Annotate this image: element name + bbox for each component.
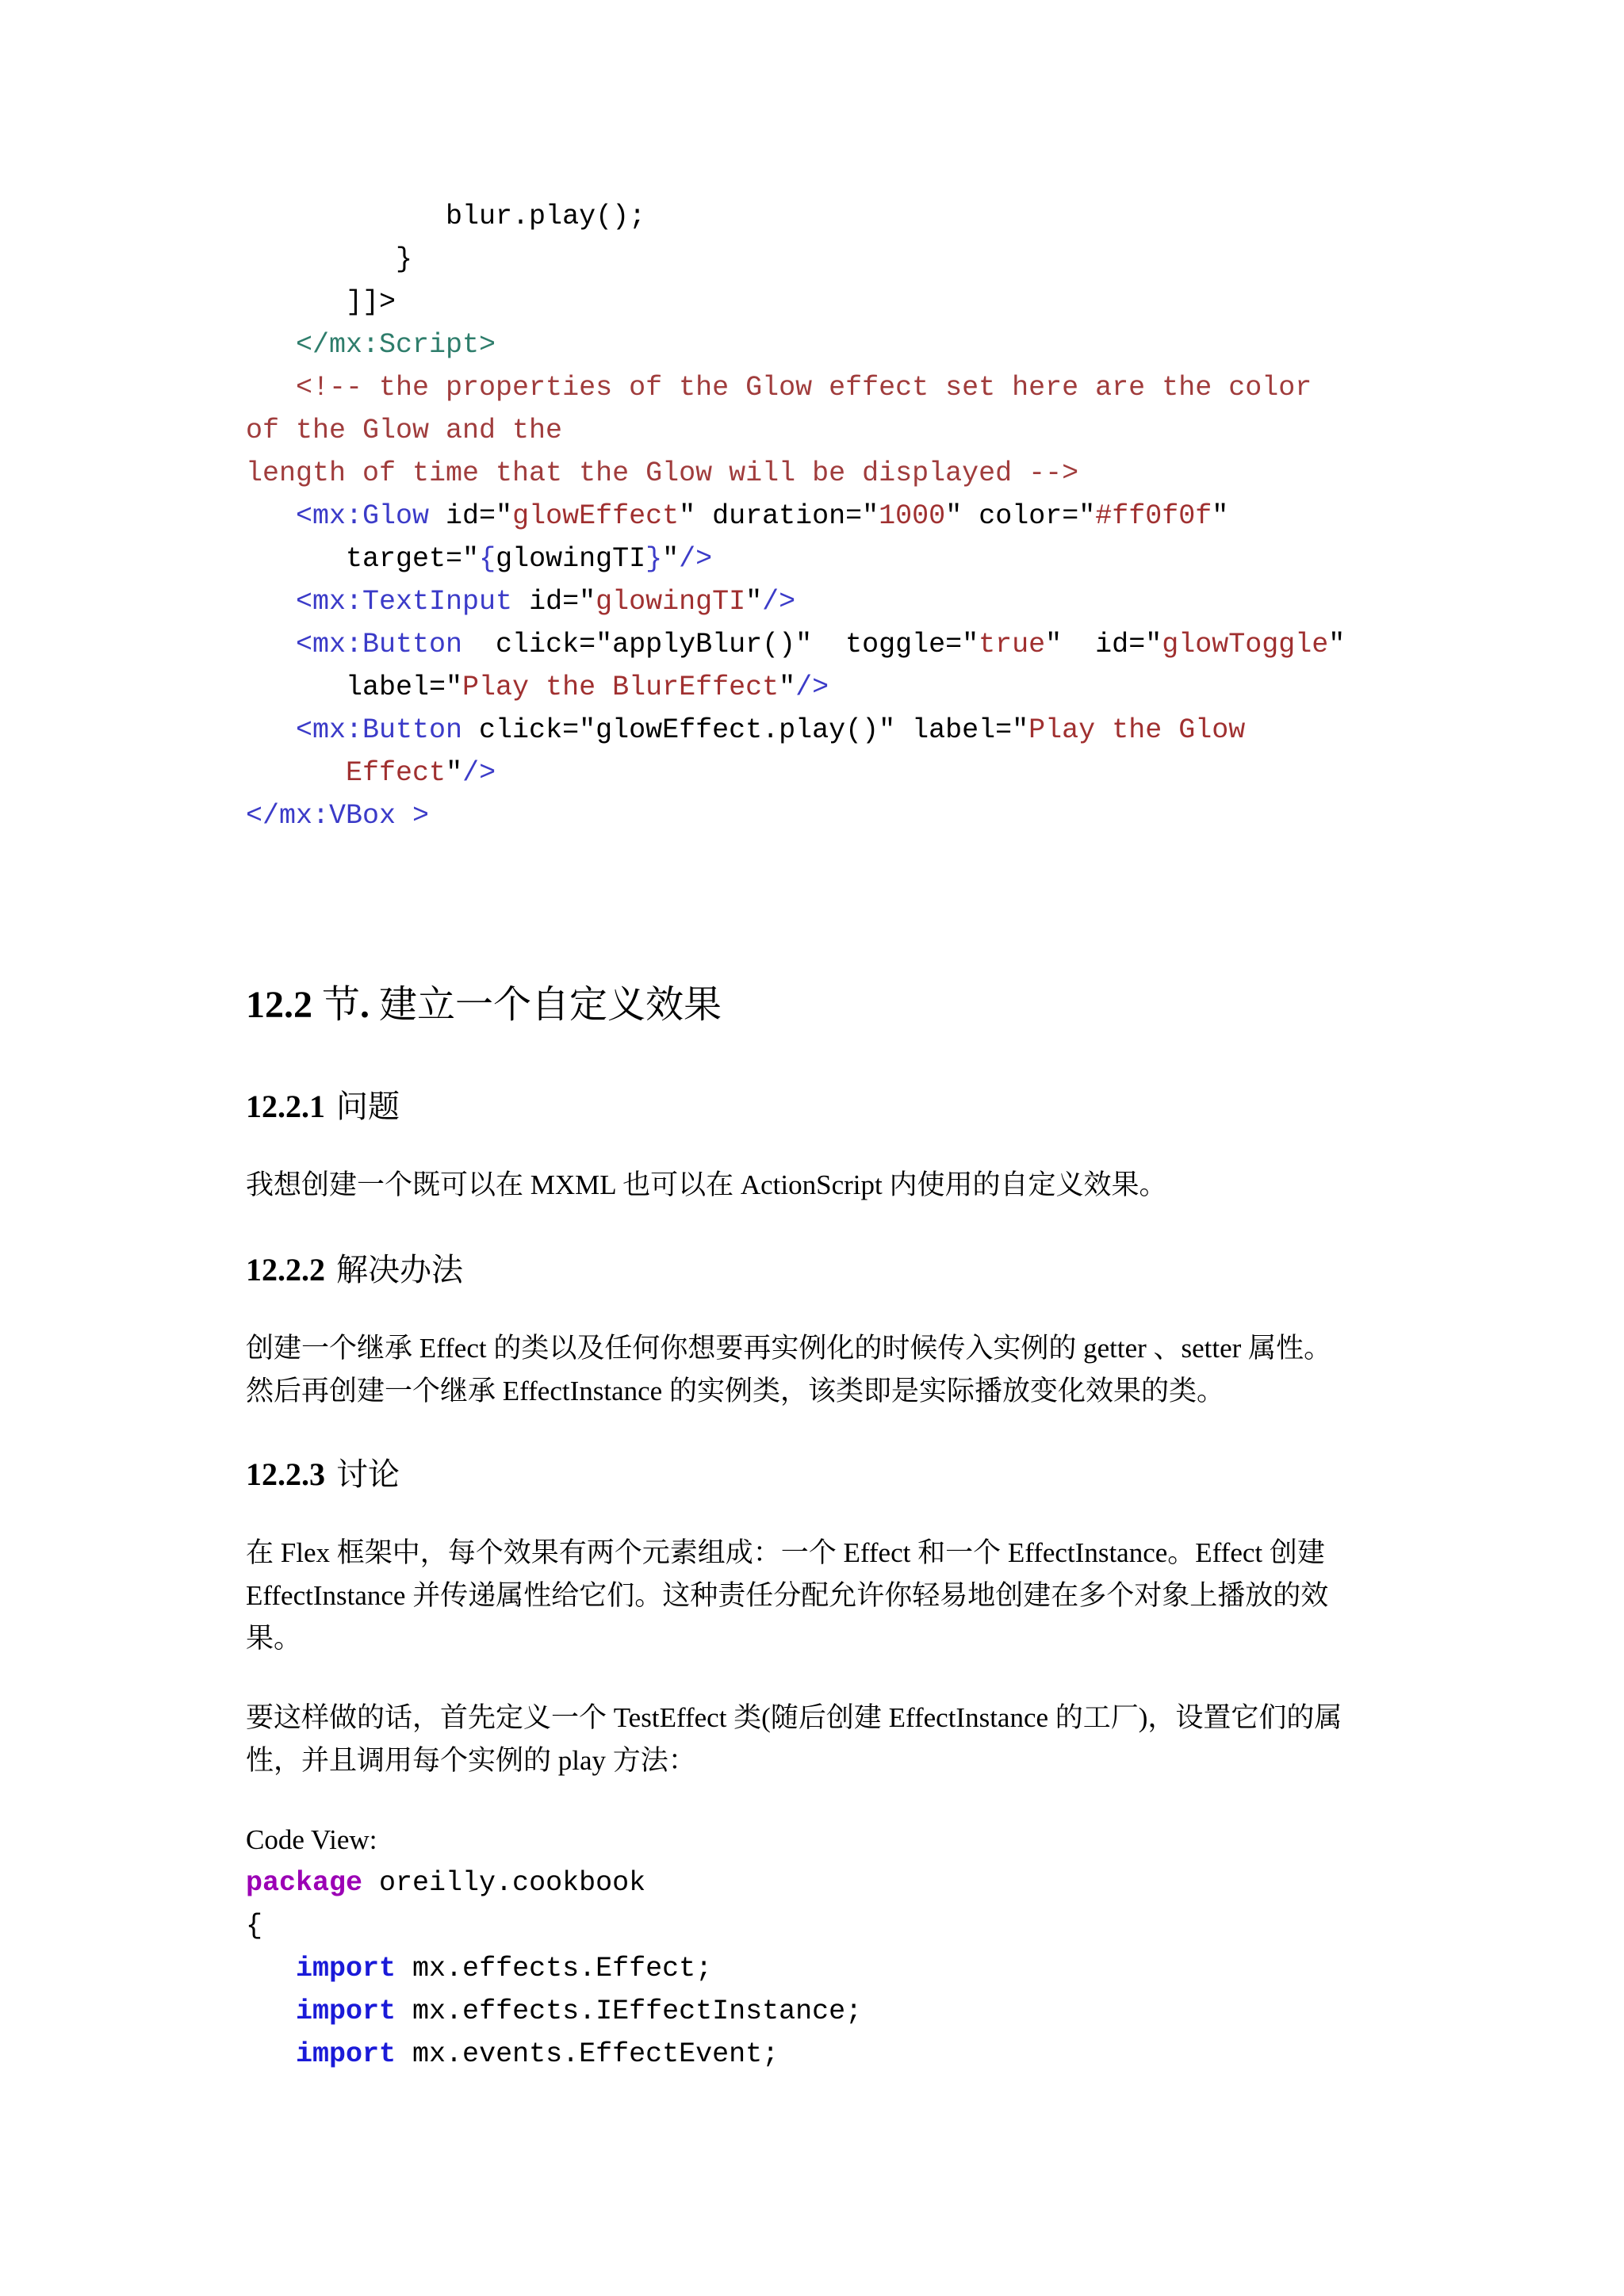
section-title: 建立一个自定义效果 [379,984,722,1026]
section-heading [246,974,722,1028]
code-token: oreilly.cookbook [362,1867,646,1899]
code-token [246,1953,296,1984]
code-token: </mx:VBox > [246,800,430,832]
code-line [246,195,1345,238]
code-token: <!-- the properties of the Glow effect set here are the color [246,372,1312,404]
subsection-number: 12.2.1 [246,1089,325,1124]
code-token [246,1996,296,2027]
code-token: ]]> [246,286,396,318]
code-token: " [1328,629,1346,660]
section-dot: . [360,984,380,1026]
code-line [246,323,1345,366]
text-line: 性，并且调用每个实例的 play 方法： [246,1745,696,1776]
code-token: Play the BlurEffect [462,672,779,703]
subsection-title: 解决办法 [336,1252,463,1288]
code-block-mxml [246,195,1345,837]
code-token: </mx:Script> [246,329,496,361]
code-line [246,1947,862,1990]
code-line [246,580,1345,623]
code-line [246,752,1345,794]
code-token: import [296,1996,396,2027]
code-token: " [446,757,463,789]
code-token: mx.effects.Effect; [396,1953,713,1984]
text-line: EffectInstance 并传递属性给它们。这种责任分配允许你轻易地创建在多个对象上播放的效 [246,1580,1329,1611]
subsection-heading-solution [246,1245,463,1290]
code-line [246,1990,862,2033]
code-token: id=" [429,500,513,532]
code-token: <mx:Button [246,629,463,660]
code-token: blur.play(); [246,201,646,232]
code-line [246,1862,862,1904]
code-token: 1000 [879,500,946,532]
code-line [246,495,1345,538]
subsection-title: 讨论 [336,1456,400,1492]
code-token: } [246,243,413,275]
code-line [246,238,1345,281]
code-line [246,538,1345,580]
code-token: " [745,586,763,618]
code-token: /> [762,586,796,618]
code-token: package [246,1867,363,1899]
text-line: 然后再创建一个继承 EffectInstance 的实例类，该类即是实际播放变化效果的类。 [246,1376,1224,1406]
code-line [246,623,1345,666]
section-number: 12.2 [246,984,312,1026]
code-token: mx.events.EffectEvent; [396,2038,779,2070]
code-line [246,2033,862,2076]
subsection-heading-problem [246,1081,400,1127]
section-suffix: 节 [312,984,361,1026]
code-line [246,452,1345,495]
code-token: " duration=" [679,500,879,532]
code-token: glowToggle [1162,629,1329,660]
code-token: } [645,543,663,575]
code-token [246,2038,296,2070]
solution-paragraph [246,1327,1388,1413]
discussion-paragraph-1 [246,1532,1388,1660]
code-token: <mx:TextInput [246,586,513,618]
text-line: 果。 [246,1623,302,1654]
code-token: Effect [346,757,446,789]
code-token: " id=" [1045,629,1162,660]
code-line [246,666,1345,709]
code-token: of the Glow and the [246,415,563,446]
text-line: 创建一个继承 Effect 的类以及任何你想要再实例化的时候传入实例的 getter 、setter 属性。 [246,1333,1332,1364]
code-line [246,409,1345,452]
code-token: " [1212,500,1229,532]
code-token: glowingTI [496,543,646,575]
code-token [246,757,346,789]
code-token: " [779,672,796,703]
code-token: glowingTI [596,586,746,618]
code-token: { [479,543,496,575]
code-block-actionscript [246,1862,862,2076]
code-token: label=" [246,672,463,703]
code-token: <mx:Glow [246,500,430,532]
code-token: #ff0f0f [1095,500,1212,532]
code-token: id=" [512,586,596,618]
subsection-heading-discussion [246,1449,400,1494]
subsection-number: 12.2.2 [246,1252,325,1288]
code-line [246,281,1345,323]
code-token: import [296,1953,396,1984]
subsection-title: 问题 [336,1089,400,1124]
code-token: import [296,2038,396,2070]
code-token: click="applyBlur()" toggle=" [462,629,979,660]
code-token: click="glowEffect.play()" label=" [462,714,1029,746]
code-token: true [979,629,1046,660]
problem-paragraph [246,1164,1388,1207]
code-line [246,1904,862,1947]
text-line: 要这样做的话，首先定义一个 TestEffect 类(随后创建 EffectInstance 的工厂)，设置它们的属 [246,1702,1342,1733]
code-line [246,709,1345,752]
code-line [246,366,1345,409]
code-token: length of time that the Glow will be displayed --> [246,457,1079,489]
code-token: " [662,543,680,575]
text-line: 在 Flex 框架中，每个效果有两个元素组成：一个 Effect 和一个 EffectInstance。Effect 创建 [246,1537,1325,1568]
code-view-label: Code View: [246,1824,377,1855]
code-line [246,794,1345,837]
code-token: glowEffect [512,500,680,532]
subsection-number: 12.2.3 [246,1456,325,1492]
code-token: " color=" [945,500,1096,532]
text-line: 我想创建一个既可以在 MXML 也可以在 ActionScript 内使用的自定义效果。 [246,1169,1167,1200]
code-token: mx.effects.IEffectInstance; [396,1996,863,2027]
code-token: /> [462,757,496,789]
discussion-paragraph-2 [246,1697,1388,1782]
code-token: /> [679,543,713,575]
code-token: target=" [246,543,480,575]
code-token: /> [795,672,829,703]
code-token: Play the Glow [1028,714,1246,746]
code-token: <mx:Button [246,714,463,746]
code-token: { [246,1910,263,1942]
